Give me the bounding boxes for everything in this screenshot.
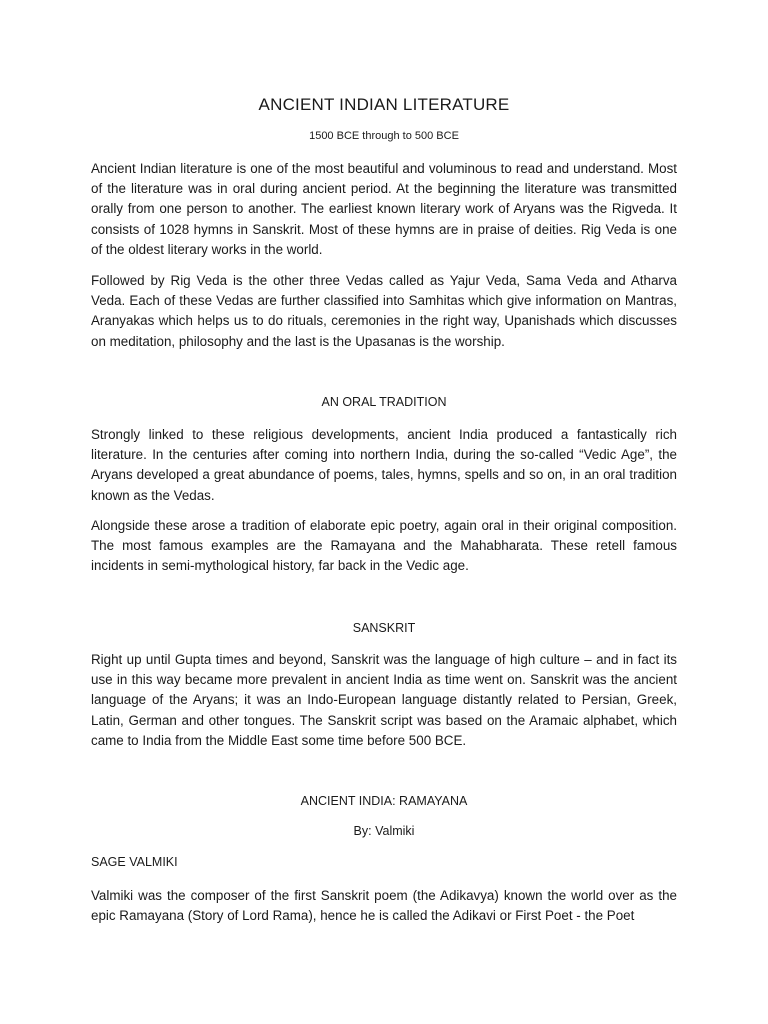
document-subtitle: 1500 BCE through to 500 BCE: [309, 130, 459, 142]
section-heading-sanskrit: SANSKRIT: [352, 621, 416, 635]
section-heading-oral-tradition: AN ORAL TRADITION: [321, 395, 447, 409]
oral-tradition-paragraph-2: Alongside these arose a tradition of elaborate epic poetry, again oral in their original composition. The most famous examples are the Ramayana and the Mahabharata. These retell famous incidents in semi-mythological history, far back in the Vedic age.: [91, 518, 677, 574]
intro-paragraph-2: Followed by Rig Veda is the other three Vedas called as Yajur Veda, Sama Veda and Atharva Veda. Each of these Vedas are further classified into Samhitas which give information on Mantras, Aranyakas which helps us to do rituals, ceremonies in the right way, Upanishads which discusses on meditation, philosophy and the last is the Upasanas is the worship.: [91, 273, 677, 349]
ramayana-byline: By: Valmiki: [353, 824, 415, 838]
sanskrit-paragraph-1: Right up until Gupta times and beyond, Sanskrit was the language of high culture – and in fact its use in this way became more prevalent in ancient India as time went on. Sanskrit was the ancient language of the Aryans; it was an Indo-European language distantly related to Persian, Greek, Latin, German and other tongues. The Sanskrit script was based on the Aramaic alphabet, which came to India from the Middle East some time before 500 BCE.: [91, 652, 677, 748]
subheading-sage-valmiki: SAGE VALMIKI: [91, 855, 178, 869]
ramayana-paragraph-1: Valmiki was the composer of the first Sanskrit poem (the Adikavya) known the world over as the epic Ramayana (Story of Lord Rama), hence he is called the Adikavi or First Poet - the Poet: [91, 888, 677, 924]
oral-tradition-paragraph-1: Strongly linked to these religious developments, ancient India produced a fantastically rich literature. In the centuries after coming into northern India, during the so-called “Vedic Age”, the Aryans developed a great abundance of poems, tales, hymns, spells and so on, in an oral tradition known as the Vedas.: [91, 427, 677, 503]
intro-paragraph-1: Ancient Indian literature is one of the most beautiful and voluminous to read and understand. Most of the literature was in oral during ancient period. At the beginning the literature was transmitted orally from one person to another. The earliest known literary work of Aryans was the Rigveda. It consists of 1028 hymns in Sanskrit. Most of these hymns are in praise of deities. Rig Veda is one of the oldest literary works in the world.: [91, 161, 677, 257]
section-heading-ramayana: ANCIENT INDIA: RAMAYANA: [300, 794, 468, 808]
document-title: ANCIENT INDIAN LITERATURE: [258, 95, 510, 114]
